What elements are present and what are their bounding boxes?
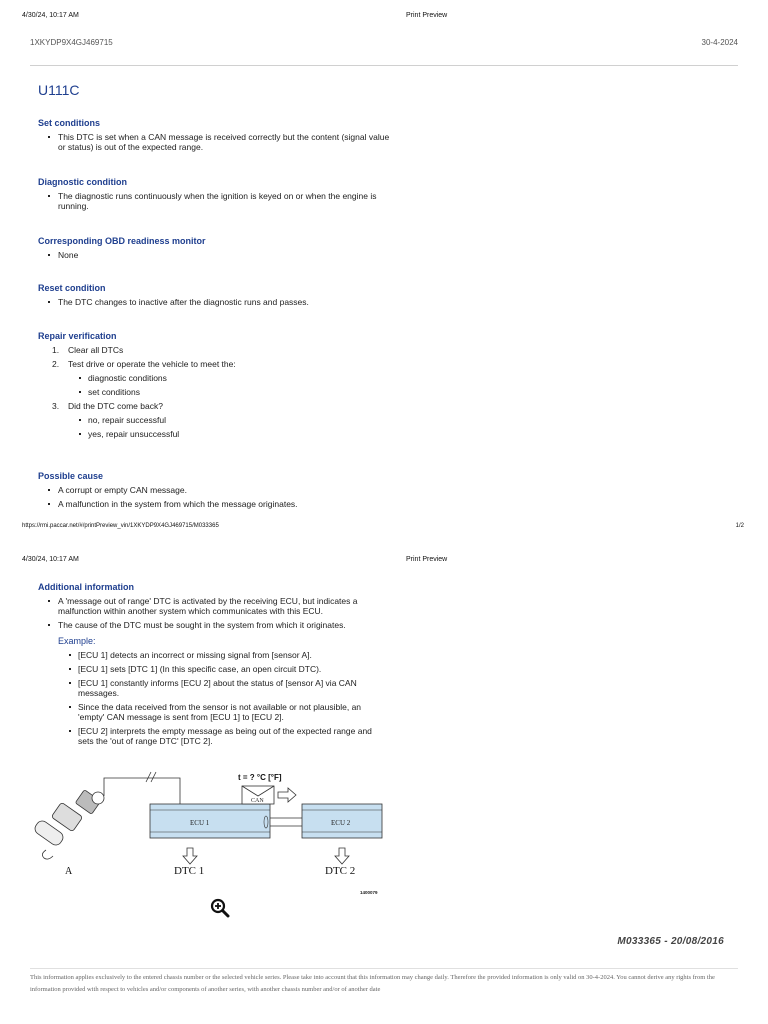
obd-monitor-section bbox=[38, 236, 398, 264]
print-preview-label: Print Preview bbox=[406, 556, 448, 563]
ecu1-box bbox=[150, 804, 270, 838]
ecu1-label: ECU 1 bbox=[190, 819, 210, 827]
dtc2-label: DTC 2 bbox=[325, 865, 356, 877]
repair-verification-heading: Repair verification bbox=[38, 331, 117, 341]
diagnostic-condition-section bbox=[38, 177, 398, 215]
print-timestamp: 4/30/24, 10:17 AM bbox=[22, 12, 79, 19]
dtc-title: U111C bbox=[38, 82, 80, 98]
list-item: The DTC changes to inactive after the diagnostic runs and passes. bbox=[38, 297, 398, 307]
reset-condition-section bbox=[38, 283, 398, 311]
list-item: 3. Did the DTC come back? bbox=[52, 401, 163, 411]
sensor-a-illustration bbox=[33, 790, 104, 859]
possible-cause-heading: Possible cause bbox=[38, 471, 104, 481]
repair-verification-section bbox=[38, 331, 398, 443]
example-item: Since the data received from the sensor is not available or not plausible, an 'empty' CAN message is sent from [ECU 1] to [ECU 2]. bbox=[38, 702, 388, 722]
example-item: [ECU 2] interprets the empty message as being out of the expected range and sets the 'out of range DTC' [DTC 2]. bbox=[38, 726, 388, 746]
list-item: None bbox=[38, 250, 398, 260]
example-item: [ECU 1] detects an incorrect or missing signal from [sensor A]. bbox=[38, 650, 388, 660]
header-divider bbox=[30, 65, 738, 66]
additional-info-section bbox=[38, 582, 388, 750]
set-conditions-section bbox=[38, 118, 398, 156]
list-item: A malfunction in the system from which the message originates. bbox=[38, 499, 398, 509]
obd-monitor-heading: Corresponding OBD readiness monitor bbox=[38, 236, 206, 246]
sensor-wire bbox=[104, 778, 180, 806]
arrow-down-icon bbox=[335, 848, 349, 864]
page-url: https://rmi.paccar.net/#/printPreview_vin/1XKYDP9X4GJ469715/M033365 bbox=[22, 523, 219, 529]
list-item: The diagnostic runs continuously when the ignition is keyed on or when the engine is running. bbox=[38, 191, 398, 211]
document-reference: M033365 - 20/08/2016 bbox=[617, 936, 724, 947]
sub-list-item: no, repair successful bbox=[38, 415, 398, 425]
list-item: This DTC is set when a CAN message is received correctly but the content (signal value or status) is out of the expected range. bbox=[38, 132, 398, 152]
diagnostic-condition-heading: Diagnostic condition bbox=[38, 177, 127, 187]
page-number: 1/2 bbox=[735, 523, 744, 529]
can-label: CAN bbox=[251, 798, 264, 804]
can-diagram bbox=[30, 766, 400, 896]
arrow-right-icon bbox=[278, 788, 296, 802]
example-item: [ECU 1] sets [DTC 1] (In this specific case, an open circuit DTC). bbox=[38, 664, 388, 674]
list-item: A 'message out of range' DTC is activated by the receiving ECU, but indicates a malfunction within another system which communicates with this ECU. bbox=[38, 596, 388, 616]
footer-divider bbox=[30, 968, 738, 969]
additional-info-heading: Additional information bbox=[38, 582, 134, 592]
sub-list-item: set conditions bbox=[38, 387, 398, 397]
list-item: A corrupt or empty CAN message. bbox=[38, 485, 398, 495]
possible-cause-section bbox=[38, 471, 398, 513]
print-timestamp: 4/30/24, 10:17 AM bbox=[22, 556, 79, 563]
list-item: 1. Clear all DTCs bbox=[52, 345, 124, 355]
sensor-label: A bbox=[65, 866, 73, 877]
dtc1-label: DTC 1 bbox=[174, 865, 205, 877]
list-item: 2. Test drive or operate the vehicle to meet the: bbox=[52, 359, 236, 369]
vin-number: 1XKYDP9X4GJ469715 bbox=[30, 38, 113, 47]
disclaimer-text: This information applies exclusively to the entered chassis number or the selected vehicle series. Please take into account that this information may change daily. Therefore the provided information is only valid on 30-4-2024. You cannot derive any rights from the information provided with respect to vehicles and/or components of another series, with another chassis number and/or of another date bbox=[30, 974, 715, 993]
set-conditions-heading: Set conditions bbox=[38, 118, 101, 128]
arrow-down-icon bbox=[183, 848, 197, 864]
document-date: 30-4-2024 bbox=[701, 38, 738, 47]
list-item: The cause of the DTC must be sought in the system from which it originates. bbox=[38, 620, 388, 630]
ecu2-label: ECU 2 bbox=[331, 819, 351, 827]
sub-list-item: diagnostic conditions bbox=[38, 373, 398, 383]
print-preview-label: Print Preview bbox=[406, 12, 448, 19]
sub-list-item: yes, repair unsuccessful bbox=[38, 429, 398, 439]
reset-condition-heading: Reset condition bbox=[38, 283, 106, 293]
example-item: [ECU 1] constantly informs [ECU 2] about the status of [sensor A] via CAN messages. bbox=[38, 678, 388, 698]
figure-id: 1400079 bbox=[360, 890, 378, 895]
zoom-in-icon[interactable] bbox=[210, 898, 230, 918]
temperature-label: t = ? °C [°F] bbox=[238, 773, 282, 782]
example-heading: Example: bbox=[58, 636, 96, 646]
